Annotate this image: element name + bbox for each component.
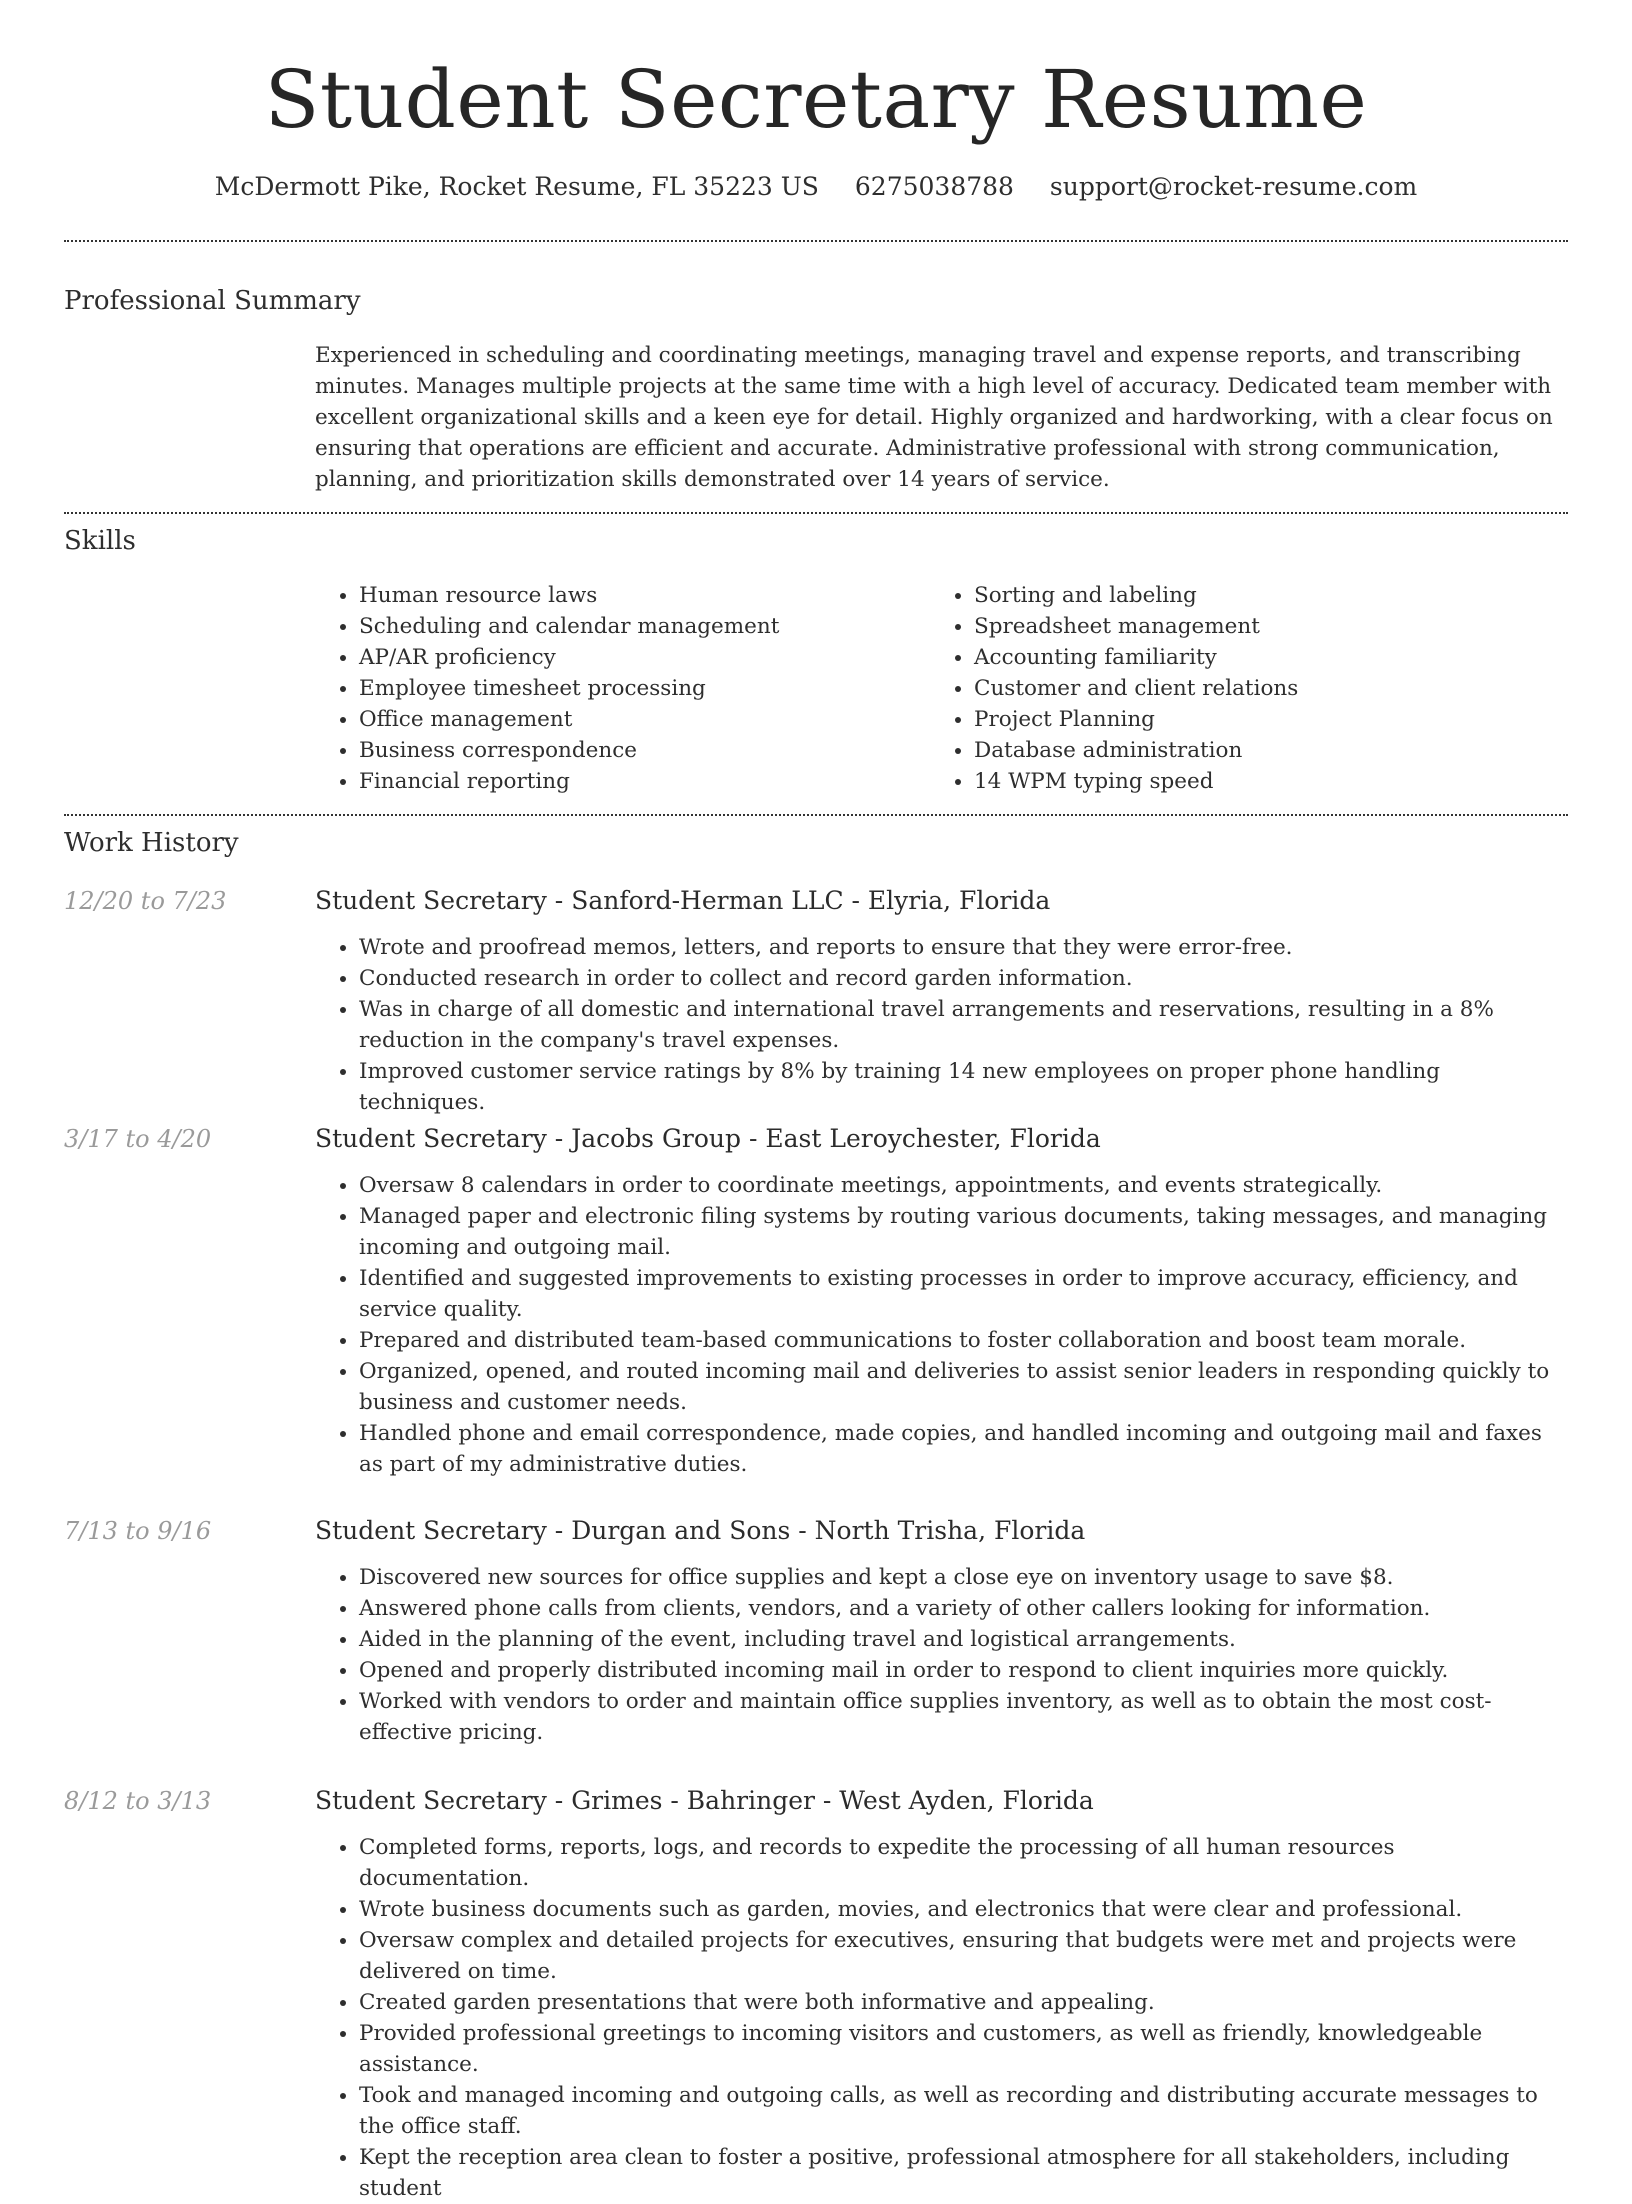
job-bullet: • Worked with vendors to order and maintain office supplies inventory, as well as to obtain the most cost-effective pricing. [359, 1686, 1555, 1748]
job-title: Student Secretary - Grimes - Bahringer - West Ayden, Florida [315, 1786, 1094, 1815]
skill-item: • Human resource laws [359, 580, 930, 611]
summary-heading: Professional Summary [64, 286, 361, 316]
job-bullet: • Prepared and distributed team-based communications to foster collaboration and boost team morale. [359, 1325, 1555, 1356]
job-bullet: • Was in charge of all domestic and international travel arrangements and reservations, resulting in a 8% reduction in the company's travel expenses. [359, 994, 1555, 1056]
job-bullet: • Completed forms, reports, logs, and records to expedite the processing of all human resources documentation. [359, 1832, 1555, 1894]
job-bullet: • Oversaw complex and detailed projects for executives, ensuring that budgets were met and projects were delivered on time. [359, 1925, 1555, 1987]
job-bullet: • Opened and properly distributed incoming mail in order to respond to client inquiries more quickly. [359, 1655, 1555, 1686]
job-bullet: • Organized, opened, and routed incoming mail and deliveries to assist senior leaders in responding quickly to business and customer needs. [359, 1356, 1555, 1418]
job-bullets [315, 1562, 1555, 1748]
section-divider [64, 240, 1568, 242]
job-bullet: • Managed paper and electronic filing systems by routing various documents, taking messages, and managing incoming and outgoing mail. [359, 1201, 1555, 1263]
job-bullet: • Oversaw 8 calendars in order to coordinate meetings, appointments, and events strategically. [359, 1170, 1555, 1201]
skill-item: • Project Planning [974, 704, 1545, 735]
job-bullet: • Aided in the planning of the event, including travel and logistical arrangements. [359, 1624, 1555, 1655]
skill-item: • Database administration [974, 735, 1545, 766]
skill-item: • Scheduling and calendar management [359, 611, 930, 642]
section-divider [64, 512, 1568, 514]
job-date: 7/13 to 9/16 [64, 1517, 212, 1545]
skill-item: • Business correspondence [359, 735, 930, 766]
job-bullets [315, 1832, 1555, 2204]
job-title: Student Secretary - Durgan and Sons - North Trisha, Florida [315, 1516, 1086, 1545]
skills-heading: Skills [64, 526, 136, 556]
resume-title: Student Secretary Resume [264, 53, 1368, 146]
skill-item: • 14 WPM typing speed [974, 766, 1545, 797]
skill-item: • Customer and client relations [974, 673, 1545, 704]
skill-item: • Employee timesheet processing [359, 673, 930, 704]
job-date: 3/17 to 4/20 [64, 1125, 212, 1153]
skill-item: • Office management [359, 704, 930, 735]
job-bullet: • Provided professional greetings to incoming visitors and customers, as well as friendly, knowledgeable assistance. [359, 2018, 1555, 2080]
job-bullet: • Handled phone and email correspondence, made copies, and handled incoming and outgoing mail and faxes as part of my administrative duties. [359, 1418, 1555, 1480]
contact-line [0, 170, 1632, 204]
job-bullet: • Kept the reception area clean to foster a positive, professional atmosphere for all stakeholders, including student [359, 2142, 1555, 2204]
summary-text: Experienced in scheduling and coordinating meetings, managing travel and expense reports, and transcribing minutes. Manages multiple projects at the same time with a high level of accuracy. Dedicated team member with excellent organizational skills and a keen eye for detail. Highly organized and hardworking, with a clear focus on ensuring that operations are efficient and accurate. Administrative professional with strong communication, planning, and prioritization skills demonstrated over 14 years of service. [315, 343, 1553, 492]
job-bullet: • Identified and suggested improvements to existing processes in order to improve accuracy, efficiency, and service quality. [359, 1263, 1555, 1325]
job-bullet: • Wrote and proofread memos, letters, and reports to ensure that they were error-free. [359, 932, 1555, 963]
job-bullet: • Took and managed incoming and outgoing calls, as well as recording and distributing accurate messages to the office staff. [359, 2080, 1555, 2142]
job-title: Student Secretary - Jacobs Group - East Leroychester, Florida [315, 1124, 1101, 1153]
job-bullet: • Wrote business documents such as garden, movies, and electronics that were clear and professional. [359, 1894, 1555, 1925]
job-bullet: • Discovered new sources for office supplies and kept a close eye on inventory usage to save $8. [359, 1562, 1555, 1593]
skills-column-right [930, 580, 1545, 797]
skills-column-left [315, 580, 930, 797]
job-bullet: • Conducted research in order to collect and record garden information. [359, 963, 1555, 994]
skills-list [315, 580, 1575, 797]
job-date: 8/12 to 3/13 [64, 1787, 212, 1815]
job-bullet: • Answered phone calls from clients, vendors, and a variety of other callers looking for information. [359, 1593, 1555, 1624]
job-date: 12/20 to 7/23 [64, 887, 227, 915]
work-history-heading: Work History [64, 828, 239, 858]
job-bullet: • Created garden presentations that were both informative and appealing. [359, 1987, 1555, 2018]
contact-address: McDermott Pike, Rocket Resume, FL 35223 US [214, 172, 819, 201]
skill-item: • AP/AR proficiency [359, 642, 930, 673]
skill-item: • Sorting and labeling [974, 580, 1545, 611]
job-bullets [315, 932, 1555, 1118]
job-bullets [315, 1170, 1555, 1480]
job-title: Student Secretary - Sanford-Herman LLC - Elyria, Florida [315, 886, 1051, 915]
skill-item: • Accounting familiarity [974, 642, 1545, 673]
contact-phone: 6275038788 [854, 172, 1014, 201]
contact-email: support@rocket-resume.com [1049, 172, 1418, 201]
section-divider [64, 814, 1568, 816]
skill-item: • Spreadsheet management [974, 611, 1545, 642]
skill-item: • Financial reporting [359, 766, 930, 797]
job-bullet: • Improved customer service ratings by 8% by training 14 new employees on proper phone handling techniques. [359, 1056, 1555, 1118]
